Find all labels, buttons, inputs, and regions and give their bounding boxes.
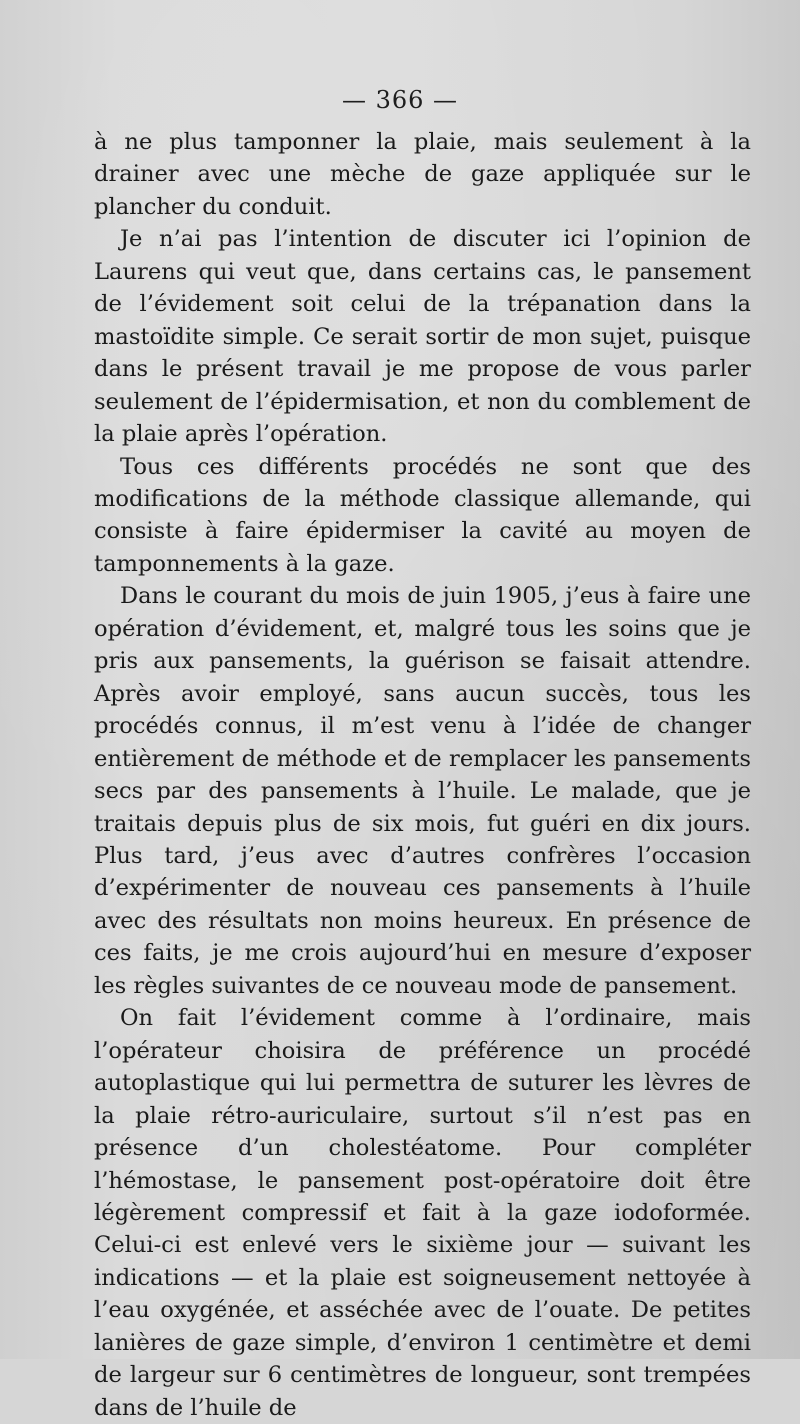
page-number: — 366 — [341, 86, 459, 114]
paragraph-procedure: On fait l’évidement comme à l’ordinaire, mais l’opérateur choisira de préférence un procédé autoplastique qui lui permettra de suturer les lèvres de la plaie rétro-auriculaire, surtout s’il n’est pas en présence d’un cholestéatome. Pour compléter l’hémostase, le pansement post-opératoire doit être légèrement compressif et fait à la gaze iodoformée. Celui-ci est enlevé vers le sixième jour — suivant les indications — et la plaie est soigneusement nettoyée à l’eau oxygénée, et asséchée avec de l’ouate. De petites lanières de gaze simple, d’environ 1 centimètre et demi de largeur sur 6 centimètres de longueur, sont trempées dans de l’huile de [94, 1005, 751, 1421]
paragraph-german-method: Tous ces différents procédés ne sont que des modifications de la méthode classique allemande, qui consiste à faire épidermiser la cavité au moyen de tamponnements à la gaze. [94, 453, 751, 577]
body-text [94, 126, 751, 1424]
paragraph-continued: à ne plus tamponner la plaie, mais seulement à la drainer avec une mèche de gaze appliquée sur le plancher du conduit. [94, 129, 751, 220]
paragraph-june-1905-case: Dans le courant du mois de juin 1905, j’eus à faire une opération d’évidement, et, malgré tous les soins que je pris aux pansements, la guérison se faisait attendre. Après avoir employé, sans aucun succès, tous les procédés connus, il m’est venu à l’idée de changer entièrement de méthode et de remplacer les pansements secs par des pansements à l’huile. Le malade, que je traitais depuis plus de six mois, fut guéri en dix jours. Plus tard, j’eus avec d’autres confrères l’occasion d’expérimenter de nouveau ces pansements à l’huile avec des résultats non moins heureux. En présence de ces faits, je me crois aujourd’hui en mesure d’exposer les règles suivantes de ce nouveau mode de pansement. [94, 583, 751, 999]
paragraph-laurens-opinion: Je n’ai pas l’intention de discuter ici l’opinion de Laurens qui veut que, dans certains cas, le pansement de l’évidement soit celui de la trépanation dans la mastoïdite simple. Ce serait sortir de mon sujet, puisque dans le présent travail je me propose de vous parler seulement de l’épidermisation, et non du comblement de la plaie après l’opération. [94, 226, 751, 448]
